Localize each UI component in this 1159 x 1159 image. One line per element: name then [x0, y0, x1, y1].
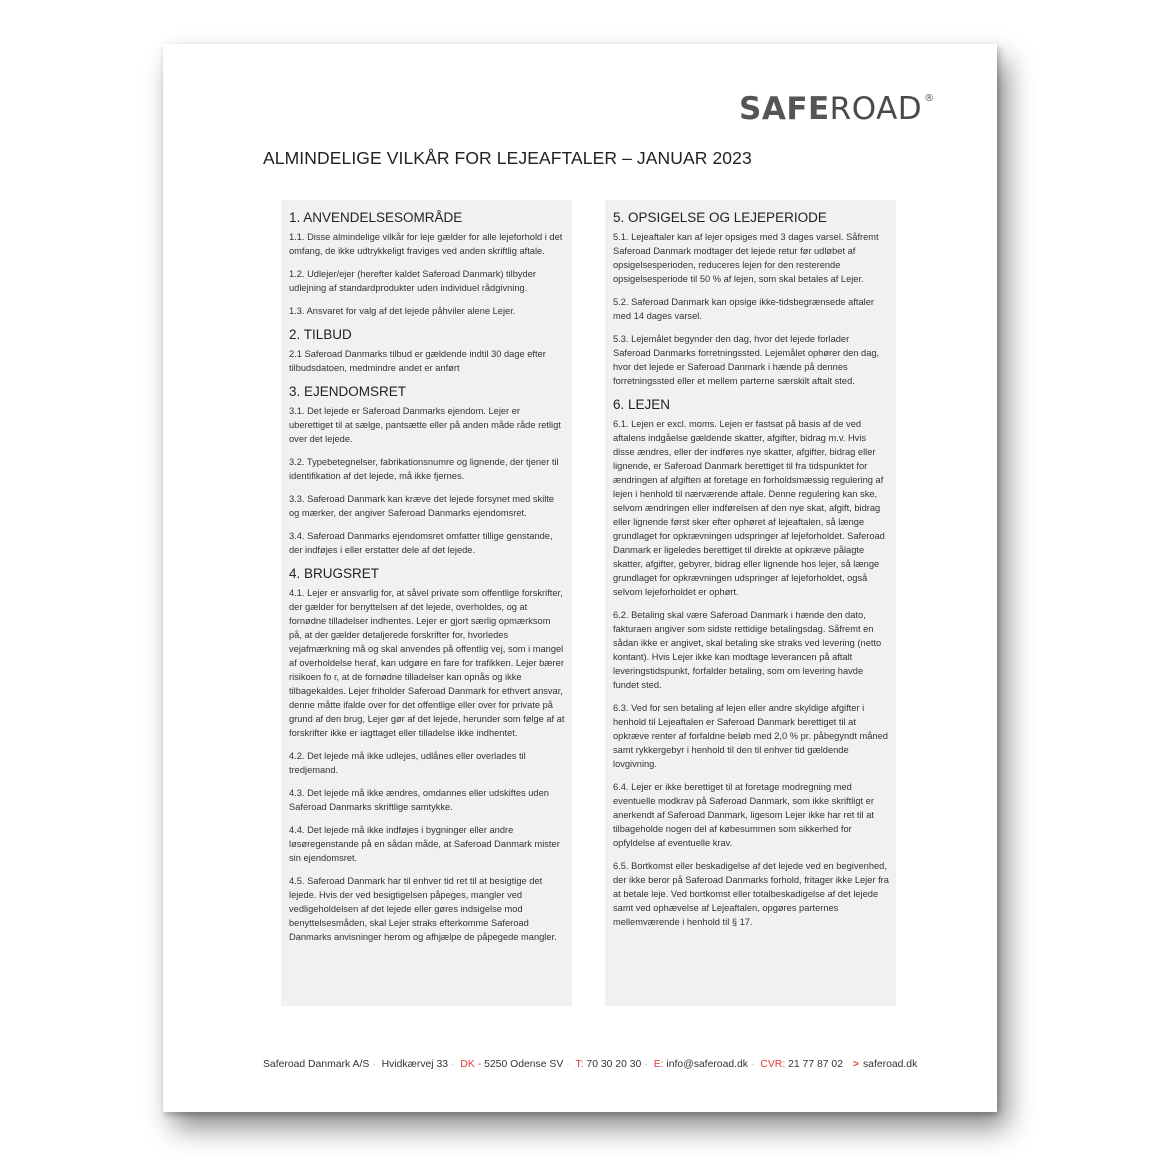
document-footer: Saferoad Danmark A/S · Hvidkærvej 33 · DK - 5250 Odense SV · T: 70 30 20 30 · E: info@saferoad.dk · CVR: 21 77 87 02 > saferoad.dk	[263, 1059, 918, 1070]
footer-email-label: E:	[653, 1059, 664, 1070]
footer-city: 5250 Odense SV	[484, 1059, 564, 1070]
clause-6-4: 6.4. Lejer er ikke berettiget til at foretage modregning med eventuelle modkrav på Saferoad Danmark, som ikke skriftligt er anerkendt af Saferoad Danmark, ligesom Lejer ikke har ret til at tilbageholde nogen del af købesummen som sikkerhed for opfyldelse af eventuelle krav.	[613, 781, 874, 848]
clause-5-1: 5.1. Lejeaftaler kan af lejer opsiges med 3 dages varsel. Såfremt Saferoad Danmark modtager det lejede retur før udløbet af opsigelsesperioden, reduceres lejen for den resterende opsigelsesperiode til 50 % af lejen, som skal betales af Lejer.	[613, 231, 879, 284]
clause-3-3: 3.3. Saferoad Danmark kan kræve det lejede forsynet med skilte og mærker, der angiver Saferoad Danmarks ejendomsret.	[289, 493, 555, 518]
footer-phone: 70 30 20 30	[586, 1059, 642, 1070]
clause-3-4: 3.4. Saferoad Danmarks ejendomsret omfatter tillige genstande, der indføjes i eller erstatter dele af det lejede.	[289, 530, 553, 555]
section-heading: 6. LEJEN	[613, 396, 671, 412]
section-heading: 3. EJENDOMSRET	[289, 383, 407, 399]
footer-phone-label: T:	[575, 1059, 584, 1070]
section-anvendelsesomraade	[289, 210, 565, 318]
footer-company: Saferoad Danmark A/S	[263, 1059, 370, 1070]
clause-4-2: 4.2. Det lejede må ikke udlejes, udlånes eller overlades til tredjemand.	[289, 750, 526, 775]
document-title: ALMINDELIGE VILKÅR FOR LEJEAFTALER – JANUAR 2023	[263, 148, 752, 168]
footer-cvr-label: CVR:	[760, 1059, 786, 1070]
section-heading: 4. BRUGSRET	[289, 565, 380, 581]
section-opsigelse	[613, 210, 889, 388]
section-heading: 2. TILBUD	[289, 326, 352, 342]
footer-address: Hvidkærvej 33	[381, 1059, 449, 1070]
document-page	[163, 44, 997, 1112]
section-tilbud	[289, 327, 565, 375]
right-terms-column	[605, 200, 896, 1006]
clause-3-2: 3.2. Typebetegnelser, fabrikationsnumre og lignende, der tjener til identifikation af det lejede, må ikke fjernes.	[289, 456, 559, 481]
section-heading: 5. OPSIGELSE OG LEJEPERIODE	[613, 210, 827, 225]
saferoad-logo: SAFEROAD ®	[739, 91, 935, 127]
clause-4-1: 4.1. Lejer er ansvarlig for, at såvel private som offentlige forskrifter, der gælder for benyttelsen af det lejede, overholdes, og at fornødne tilladelser indhentes. Lejer er gjort særlig opmærksom på, at der gælder detaljerede forskrifter for, hvorledes vejafmærkning må og skal anvendes på offentlig vej, som i mangel af overholdelse heraf, kan udgøre en fare for trafikken. Lejer bærer risikoen fo r, at de fornødne tilladelser kan opnås og ikke tilbagekaldes. Lejer friholder Saferoad Danmark for ethvert ansvar, denne måtte ifalde over for det offentlige eller over for private på grund af den brug, Lejer gør af det lejede, herunder som følge af at forskrifter ikke er iagttaget eller tilladelse ikke indhentet.	[289, 587, 565, 738]
clause-1-1: 1.1. Disse almindelige vilkår for leje gælder for alle lejeforhold i det omfang, de ikke udtrykkeligt fraviges ved anden skriftlig aftale.	[289, 231, 563, 256]
clause-3-1: 3.1. Det lejede er Saferoad Danmarks ejendom. Lejer er uberettiget til at sælge, pantsætte eller på anden måde råde retligt over det lejede.	[289, 405, 561, 444]
clause-1-3: 1.3. Ansvaret for valg af det lejede påhviler alene Lejer.	[289, 305, 516, 316]
clause-5-2: 5.2. Saferoad Danmark kan opsige ikke-tidsbegrænsede aftaler med 14 dages varsel.	[613, 296, 874, 321]
footer-country-label: DK -	[460, 1059, 482, 1070]
clause-1-2: 1.2. Udlejer/ejer (herefter kaldet Saferoad Danmark) tilbyder udlejning af standardprodukter uden individuel rådgivning.	[289, 268, 536, 293]
clause-4-4: 4.4. Det lejede må ikke indføjes i bygninger eller andre løsøregenstande på en sådan måde, at Saferoad Danmark mister sin ejendomsret.	[289, 824, 560, 863]
footer-email[interactable]: info@saferoad.dk	[666, 1059, 749, 1070]
chevron-right-icon: >	[852, 1059, 859, 1070]
section-lejen	[613, 397, 889, 929]
clause-6-5: 6.5. Bortkomst eller beskadigelse af det lejede ved en begivenhed, der ikke beror på Saferoad Danmarks forhold, fritager ikke Lejer fra at betale leje. Ved bortkomst eller totalbeskadigelse af det lejede samt ved ophævelse af Lejeaftalen, opgøres parternes mellemværende i henhold til § 17.	[613, 860, 889, 927]
clause-6-3: 6.3. Ved for sen betaling af lejen eller andre skyldige afgifter i henhold til Lejeaftalen er Saferoad Danmark berettiget til at opkræve renter af forfaldne beløb med 2,0 % pr. påbegyndt måned samt rykkergebyr i henhold til den til enhver tid gældende lovgivning.	[613, 702, 888, 769]
clause-4-5: 4.5. Saferoad Danmark har til enhver tid ret til at besigtige det lejede. Hvis der ved besigtigelsen påpeges, mangler ved vedligeholdelsen af det lejede eller gøres indsigelse mod benyttelsesmåden, skal Lejer straks efterkomme Saferoad Danmarks anvisninger herom og afhjælpe de påpegede mangler.	[289, 875, 557, 942]
footer-cvr: 21 77 87 02	[788, 1059, 843, 1070]
clause-4-3: 4.3. Det lejede må ikke ændres, omdannes eller udskiftes uden Saferoad Danmarks skriftlige samtykke.	[289, 787, 549, 812]
section-brugsret	[289, 566, 565, 944]
clause-6-2: 6.2. Betaling skal være Saferoad Danmark i hænde den dato, fakturaen angiver som sidste rettidige betalingsdag. Såfremt en sådan ikke er angivet, skal betaling ske straks ved levering (netto kontant). Hvis Lejer ikke kan modtage leverancen på aftalt leveringstidspunkt, forfalder betaling, som om levering havde fundet sted.	[613, 609, 882, 690]
section-ejendomsret	[289, 384, 565, 557]
footer-website[interactable]: saferoad.dk	[862, 1059, 918, 1070]
section-heading: 1. ANVENDELSESOMRÅDE	[289, 210, 463, 225]
clause-6-1: 6.1. Lejen er excl. moms. Lejen er fastsat på basis af de ved aftalens indgåelse gældende skatter, afgifter, bidrag m.v. Hvis disse ændres, eller der indføres nye skatter, afgifter, bidrag eller lignende, er Saferoad Danmark berettiget til fra tidspunktet for ændringen af afgiften at foretage en forholdsmæssig regulering af lejen i henhold til nærværende aftale. Denne regulering kan ske, selvom ændringen eller indførelsen af den nye skat, afgift, bidrag eller lignende først sker efter ophøret af lejeaftalen, så længe grundlaget for opkrævningen udspringer af lejeforholdet. Saferoad Danmark er ligeledes berettiget til direkte at opkræve pålagte skatter, afgifter, gebyrer, bidrag eller lignende hos lejer, så længe grundlaget for opkrævningen udspringer af lejeforholdet, også selvom lejeforholdet er ophørt.	[613, 418, 885, 597]
clause-2-1: 2.1 Saferoad Danmarks tilbud er gældende indtil 30 dage efter tilbudsdatoen, medmindre andet er anført	[289, 348, 546, 373]
clause-5-3: 5.3. Lejemålet begynder den dag, hvor det lejede forlader Saferoad Danmarks forretningssted. Lejemålet ophører den dag, hvor det lejede er Saferoad Danmark i hænde på dennes forretningssted eller et mellem parterne særskilt aftalt sted.	[613, 333, 880, 386]
left-terms-column	[281, 200, 572, 1006]
